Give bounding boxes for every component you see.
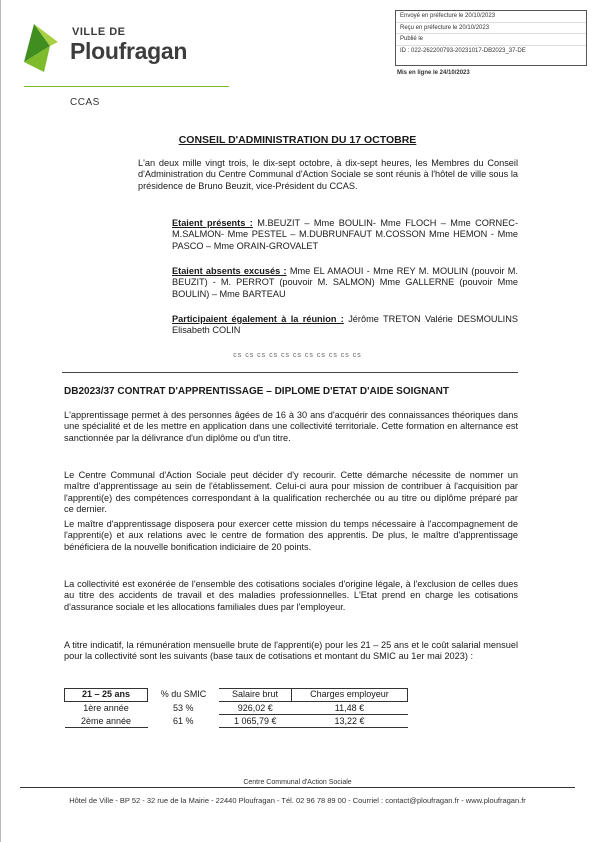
table-cell: 61 % <box>173 716 194 726</box>
table-cell: 13,22 € <box>291 715 407 728</box>
table-cell: 1 065,79 € <box>219 715 291 728</box>
deliberation-title: DB2023/37 CONTRAT D'APPRENTISSAGE – DIPLOME D'ETAT D'AIDE SOIGNANT <box>64 386 449 397</box>
salary-table <box>64 688 408 728</box>
document-title: CONSEIL D'ADMINISTRATION DU 17 OCTOBRE <box>178 134 417 146</box>
footer-address: Hôtel de Ville - BP 52 - 32 rue de la Mairie - 22440 Ploufragan - Tél. 02 96 78 89 00 - Courriel : contact@ploufragan.fr - www.ploufragan.fr <box>69 796 526 805</box>
table-cell: 53 % <box>173 703 194 713</box>
table-row <box>65 702 408 715</box>
presents-label: Etaient présents : <box>172 218 253 228</box>
presents-text: M.BEUZIT – Mme BOULIN- Mme FLOCH – Mme CORNEC- M.SALMON- Mme PESTEL – M.DUBRUNFAUT M.COSSON Mme HEMON - Mme PASCO – Mme ORAIN-GROVALET <box>172 218 519 251</box>
intro-paragraph: L'an deux mille vingt trois, le dix-sept octobre, à dix-sept heures, les Membres du Conseil d'Administration du Centre Communal d'Action Sociale se sont réunis à l'hôtel de ville sous la présidence de Bruno Beuzit, vice-Président du CCAS. <box>138 158 518 191</box>
others-block <box>172 314 518 337</box>
page-edge <box>0 0 1 842</box>
section-rule <box>62 372 518 373</box>
absents-block <box>172 266 518 300</box>
absents-text: Mme EL AMAOUI - Mme REY M. MOULIN (pouvoir M. BEUZIT) - M. PERROT (pouvoir M. SALMON) Mme GALLERNE (pouvoir Mme BOULIN) – Mme BARTEAU <box>172 266 518 299</box>
logo-divider <box>24 86 229 87</box>
absents-label: Etaient absents excusés : <box>172 266 287 276</box>
table-cell: 1ère année <box>83 703 129 714</box>
leaf-logo-icon <box>24 22 68 74</box>
others-text: Jérôme TRETON Valérie DESMOULINS Elisabeth COLIN <box>172 314 518 336</box>
town-name: Ploufragan <box>70 38 188 64</box>
stamp-line: Reçu en préfecture le 20/10/2023 <box>396 23 586 35</box>
footer-organization: Centre Communal d'Action Sociale <box>243 779 352 786</box>
prefecture-stamp <box>395 10 587 66</box>
table-cell: 926,02 € <box>219 702 291 715</box>
stamp-line: Envoyé en préfecture le 20/10/2023 <box>396 11 586 23</box>
table-header: Salaire brut <box>219 689 291 702</box>
paragraph-remuneration: A titre indicatif, la rémunération mensuelle brute de l'apprenti(e) pour les 21 – 25 ans et le coût salarial mensuel pour la collectivité sont les suivants (base taux de cotisations et montant du SMIC au 1er mai 2023) : <box>64 640 518 662</box>
footer-rule <box>20 787 575 788</box>
paragraph-temps: Le maître d'apprentissage disposera pour exercer cette mission du temps nécessaire à l'accompagnement de l'apprenti(e) et aux relations avec le centre de formation des apprentis. De plus, le maître d'apprentissage bénéficiera de la nouvelle bonification indiciaire de 20 points. <box>64 519 518 552</box>
others-label: Participaient également à la réunion : <box>172 314 344 324</box>
table-header: Charges employeur <box>291 689 407 702</box>
table-header: 21 – 25 ans <box>65 689 148 702</box>
table-header-row <box>65 689 408 702</box>
paragraph-exoneration: La collectivité est exonérée de l'ensemble des cotisations sociales d'origine légale, à l'exclusion de celles dues au titre des accidents de travail et des maladies professionnelles. L'Etat prend en charge les cotisations d'assurance sociale et les allocations familiales dues par l'employeur. <box>64 579 518 612</box>
table-row <box>65 715 408 728</box>
separator-marks: cs cs cs cs cs cs cs cs cs cs cs <box>233 352 362 359</box>
table-cell: 2ème année <box>65 715 148 728</box>
paragraph-apprentissage: L'apprentissage permet à des personnes âgées de 16 à 30 ans d'acquérir des connaissances théoriques dans une spécialité et de les mettre en application dans une collectivité territoriale. Cette formation en alternance est sanctionnée par la délivrance d'un diplôme ou d'un titre. <box>64 410 518 443</box>
presents-block <box>172 218 518 252</box>
table-cell: 11,48 € <box>291 702 407 715</box>
online-date: Mis en ligne le 24/10/2023 <box>397 70 470 76</box>
paragraph-maitre: Le Centre Communal d'Action Sociale peut décider d'y recourir. Cette démarche nécessite de nommer un maître d'apprentissage au sein de l'établissement. Celui-ci aura pour mission de contribuer à l'acquisition par l'apprenti(e) des compétences correspondant à la qualification recherchée ou au titre ou diplôme préparé par ce dernier. <box>64 470 518 515</box>
ccas-label: CCAS <box>70 97 100 108</box>
stamp-line: ID : 022-262200793-20231017-DB2023_37-DE <box>400 47 526 54</box>
table-header: % du SMIC <box>160 688 207 699</box>
ville-de-label: VILLE DE <box>72 26 126 38</box>
stamp-line: Publié le <box>396 34 586 46</box>
